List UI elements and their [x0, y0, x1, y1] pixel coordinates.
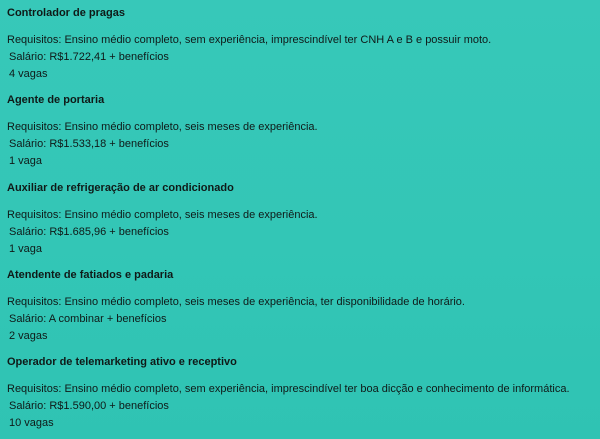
job-openings: 1 vaga — [9, 155, 43, 167]
job-requirements: Requisitos: Ensino médio completo, sem experiência, imprescindível ter CNH A e B e possuir moto. — [7, 34, 492, 46]
job-openings: 2 vagas — [9, 330, 48, 342]
job-openings: 1 vaga — [9, 243, 43, 255]
job-salary: Salário: R$1.685,96 + benefícios — [9, 226, 169, 238]
job-title: Auxiliar de refrigeração de ar condicionado — [7, 182, 234, 194]
job-title: Operador de telemarketing ativo e receptivo — [7, 356, 237, 368]
job-requirements: Requisitos: Ensino médio completo, sem experiência, imprescindível ter boa dicção e conhecimento de informática. — [7, 383, 570, 395]
job-salary: Salário: R$1.722,41 + benefícios — [9, 51, 169, 63]
job-title: Atendente de fatiados e padaria — [7, 269, 174, 281]
job-title: Agente de portaria — [7, 94, 105, 106]
job-title: Controlador de pragas — [7, 7, 125, 19]
job-salary: Salário: A combinar + benefícios — [9, 313, 167, 325]
job-requirements: Requisitos: Ensino médio completo, seis meses de experiência, ter disponibilidade de horário. — [7, 296, 465, 308]
job-openings: 4 vagas — [9, 68, 48, 80]
job-requirements: Requisitos: Ensino médio completo, seis meses de experiência. — [7, 209, 318, 221]
job-openings: 10 vagas — [9, 417, 54, 429]
job-salary: Salário: R$1.590,00 + benefícios — [9, 400, 169, 412]
job-requirements: Requisitos: Ensino médio completo, seis meses de experiência. — [7, 121, 318, 133]
job-salary: Salário: R$1.533,18 + benefícios — [9, 138, 169, 150]
